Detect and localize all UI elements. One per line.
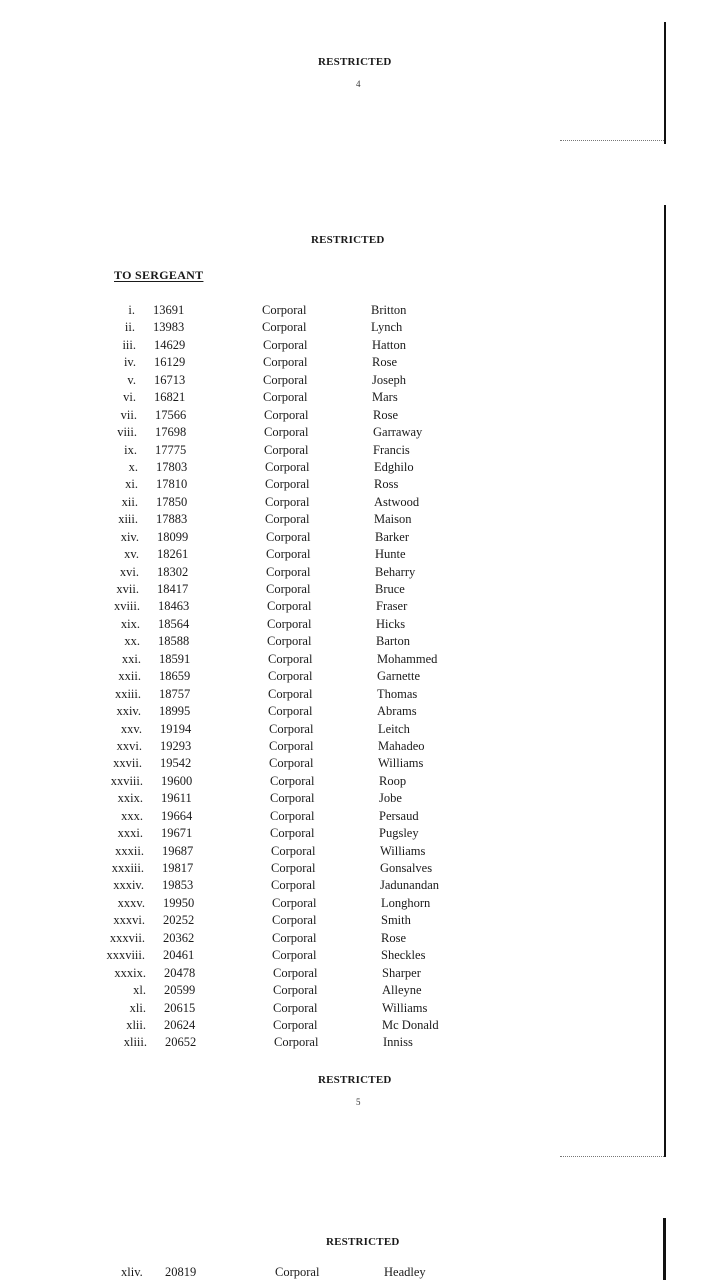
surname: Leitch [378,721,410,736]
list-row [5,633,720,650]
surname: Hunte [375,547,406,562]
service-number: 17775 [155,442,187,457]
surname: Persaud [379,808,419,823]
scan-dotted-rule [560,1156,664,1158]
service-number: 20652 [165,1035,197,1050]
row-number: ii. [124,320,135,335]
surname: Inniss [383,1035,413,1050]
service-number: 16129 [154,355,186,370]
surname: Edghilo [374,459,414,474]
service-number: 19817 [162,861,194,875]
surname: Astwood [374,494,420,509]
service-number: 19611 [161,791,192,806]
surname: Thomas [377,686,418,701]
row-number: xxxvi. [113,913,145,928]
list-row [11,1000,720,1017]
rank: Corporal [264,425,309,440]
rank: Corporal [264,442,309,457]
list-row [2,407,720,424]
rank: Corporal [273,1017,318,1032]
rank: Corporal [270,826,315,841]
surname: Williams [378,756,424,771]
row-number: xli. [129,1000,146,1015]
row-number: v. [127,372,136,387]
service-number: 19194 [160,721,192,736]
rank: Corporal [266,529,311,544]
rank: Corporal [272,913,317,928]
row-number: xxxv. [117,895,145,910]
rank: Corporal [265,494,310,509]
surname: Bruce [375,582,405,596]
surname: Gonsalves [380,861,433,875]
list-row [8,825,720,842]
rank: Corporal [270,808,315,823]
rank: Corporal [271,843,316,858]
surname: Longhorn [381,895,431,910]
rank: Corporal [263,390,308,405]
row-number: xviii. [113,599,140,614]
service-number: 17698 [155,425,187,440]
row-number: xxviii. [110,773,143,788]
surname: Sharper [382,965,421,980]
rank: Corporal [272,930,317,945]
surname: Garnette [377,669,421,684]
surname: Joseph [372,372,407,387]
section-title: TO SERGEANT [114,268,204,282]
service-number: 20252 [163,913,195,928]
rank: Corporal [265,477,310,492]
row-number: xxix. [117,791,143,806]
row-number: xx. [124,634,140,649]
rank: Corporal [265,512,310,527]
row-number: vii. [120,407,137,422]
list-row [10,912,720,929]
list-row [5,616,720,633]
list-row [4,529,720,546]
list-row [9,860,720,877]
row-number: xxxvii. [109,930,145,945]
surname: Williams [382,1000,428,1015]
surname: Sheckles [381,948,426,963]
list-row [6,651,720,668]
rank: Corporal [263,355,308,370]
list-row [3,459,720,476]
rank: Corporal [270,791,315,806]
list-row [12,1034,720,1051]
list-row [6,686,720,703]
surname: Maison [374,512,412,527]
surname: Hatton [372,337,407,352]
service-number: 16713 [154,372,186,387]
list-row [2,424,720,441]
scan-edge-line [663,1218,666,1280]
list-row [8,790,720,807]
rank: Corporal [268,669,313,684]
service-number: 18757 [159,686,191,701]
row-number: xxxix. [114,965,146,980]
service-number: 19542 [160,756,192,771]
row-number: xxxi. [117,826,143,841]
list-row [7,721,720,738]
rank: Corporal [269,721,314,736]
row-number: x. [128,459,138,474]
rank: Corporal [273,983,318,998]
list-row [3,511,720,528]
surname: Mc Donald [382,1017,439,1032]
service-number: 13983 [153,320,185,335]
surname: Williams [380,843,426,858]
service-number: 14629 [154,337,186,352]
row-number: xiii. [118,512,138,527]
surname: Mohammed [377,651,438,666]
row-number: xxx. [121,808,143,823]
rank: Corporal [266,547,311,562]
page-number-top: 4 [356,79,361,89]
row-number: xxv. [120,721,142,736]
rank: Corporal [274,1035,319,1050]
row-number: xvii. [116,582,139,596]
service-number: 18099 [157,529,189,544]
rank: Corporal [271,861,316,875]
rank: Corporal [267,599,312,614]
restricted-header-top: RESTRICTED [318,56,392,68]
list-row [11,1017,720,1034]
list-row [4,546,720,563]
service-number: 19853 [162,878,194,893]
service-number: 18417 [157,582,189,596]
row-number: xxvii. [113,756,142,771]
service-number: 18591 [159,651,191,666]
list-row [9,843,720,860]
rank: Corporal [263,372,308,387]
list-row [9,877,720,894]
list-row [7,755,720,772]
surname: Rose [372,355,397,370]
list-row [8,808,720,825]
row-number: xxiv. [116,704,141,719]
row-number: xlii. [126,1017,146,1032]
service-number: 17850 [156,494,188,509]
rank: Corporal [273,965,318,980]
service-number: 16821 [154,390,186,405]
rank: Corporal [275,1265,320,1279]
surname: Barker [375,529,410,544]
rank: Corporal [272,948,317,963]
row-number: vi. [123,390,136,405]
surname: Fraser [376,599,408,614]
row-number: xv. [124,547,139,562]
surname: Britton [371,303,407,317]
service-number: 17810 [156,477,188,492]
row-number: xl. [133,983,146,998]
service-number: 20478 [164,965,196,980]
surname: Pugsley [379,826,419,841]
rank: Corporal [265,459,310,474]
surname: Mars [372,390,398,405]
list-row [10,930,720,947]
service-number: 20615 [164,1000,196,1015]
service-number: 13691 [153,303,185,317]
row-number: xi. [125,477,138,492]
service-number: 18302 [157,564,189,579]
surname: Lynch [371,320,403,335]
rank: Corporal [270,773,315,788]
list-row [5,598,720,615]
row-number: xliv. [121,1265,143,1279]
list-row [4,564,720,581]
surname: Rose [373,407,398,422]
list-row [6,668,720,685]
row-number: xxiii. [114,686,141,701]
surname: Garraway [373,425,423,440]
service-number: 17883 [156,512,188,527]
surname: Rose [381,930,406,945]
rank: Corporal [269,756,314,771]
restricted-header-bottom: RESTRICTED [326,1236,400,1248]
rank: Corporal [266,582,311,596]
service-number: 20461 [163,948,195,963]
service-number: 19600 [161,773,193,788]
surname: Abrams [377,704,417,719]
list-row [10,895,720,912]
promotion-list [0,302,720,1052]
service-number: 18995 [159,704,191,719]
row-number: xix. [120,616,140,631]
rank: Corporal [273,1000,318,1015]
surname: Jadunandan [380,878,440,893]
rank: Corporal [262,320,307,335]
service-number: 20624 [164,1017,196,1032]
list-row [1,337,720,354]
service-number: 18261 [157,547,189,562]
service-number: 19293 [160,738,192,753]
list-row [8,773,720,790]
list-row [3,494,720,511]
rank: Corporal [268,686,313,701]
service-number: 18588 [158,634,190,649]
rank: Corporal [272,895,317,910]
list-row [0,319,720,336]
surname: Ross [374,477,399,492]
list-row [1,372,720,389]
rank: Corporal [262,303,307,317]
row-number: xxxiii. [111,861,144,875]
service-number: 18564 [158,616,190,631]
rank: Corporal [267,616,312,631]
rank: Corporal [271,878,316,893]
row-number: xxxii. [115,843,144,858]
surname: Beharry [375,564,416,579]
service-number: 17566 [155,407,187,422]
row-number: viii. [117,425,137,440]
row-number: xvi. [119,564,139,579]
surname: Mahadeo [378,738,425,753]
row-number: xii. [121,494,138,509]
surname: Roop [379,773,407,788]
row-number: iii. [122,337,136,352]
rank: Corporal [263,337,308,352]
row-number: xxi. [121,651,141,666]
rank: Corporal [264,407,309,422]
surname: Headley [384,1265,426,1279]
list-row [11,982,720,999]
service-number: 19687 [162,843,194,858]
restricted-footer: RESTRICTED [318,1074,392,1086]
scan-dotted-rule [560,140,664,142]
surname: Francis [373,442,410,457]
surname: Barton [376,634,411,649]
row-number: xxvi. [116,738,142,753]
row-number: xiv. [120,529,139,544]
surname: Alleyne [382,983,422,998]
service-number: 18659 [159,669,191,684]
restricted-header: RESTRICTED [311,234,385,246]
service-number: 18463 [158,599,190,614]
service-number: 20819 [165,1265,197,1279]
row-number: xxxviii. [106,948,145,963]
service-number: 19671 [161,826,193,841]
rank: Corporal [268,704,313,719]
service-number: 20599 [164,983,196,998]
row-number: iv. [123,355,136,370]
list-row [2,442,720,459]
list-row [1,389,720,406]
list-row [0,302,720,319]
row-number: xxii. [118,669,141,684]
list-row [3,476,720,493]
row-number: ix. [124,442,137,457]
list-row [7,738,720,755]
list-row [6,703,720,720]
row-number: xxxiv. [113,878,144,893]
rank: Corporal [267,634,312,649]
surname: Jobe [379,791,402,806]
service-number: 20362 [163,930,195,945]
row-number: i. [128,303,135,317]
page-number: 5 [356,1097,361,1107]
list-row [1,354,720,371]
rank: Corporal [266,564,311,579]
rank: Corporal [269,738,314,753]
list-row [10,947,720,964]
scan-edge-line [664,22,666,144]
surname: Smith [381,913,411,928]
list-row [11,965,720,982]
list-row [4,581,720,598]
surname: Hicks [376,616,406,631]
service-number: 17803 [156,459,188,474]
service-number: 19950 [163,895,195,910]
rank: Corporal [268,651,313,666]
service-number: 19664 [161,808,193,823]
row-number: xliii. [123,1035,147,1050]
